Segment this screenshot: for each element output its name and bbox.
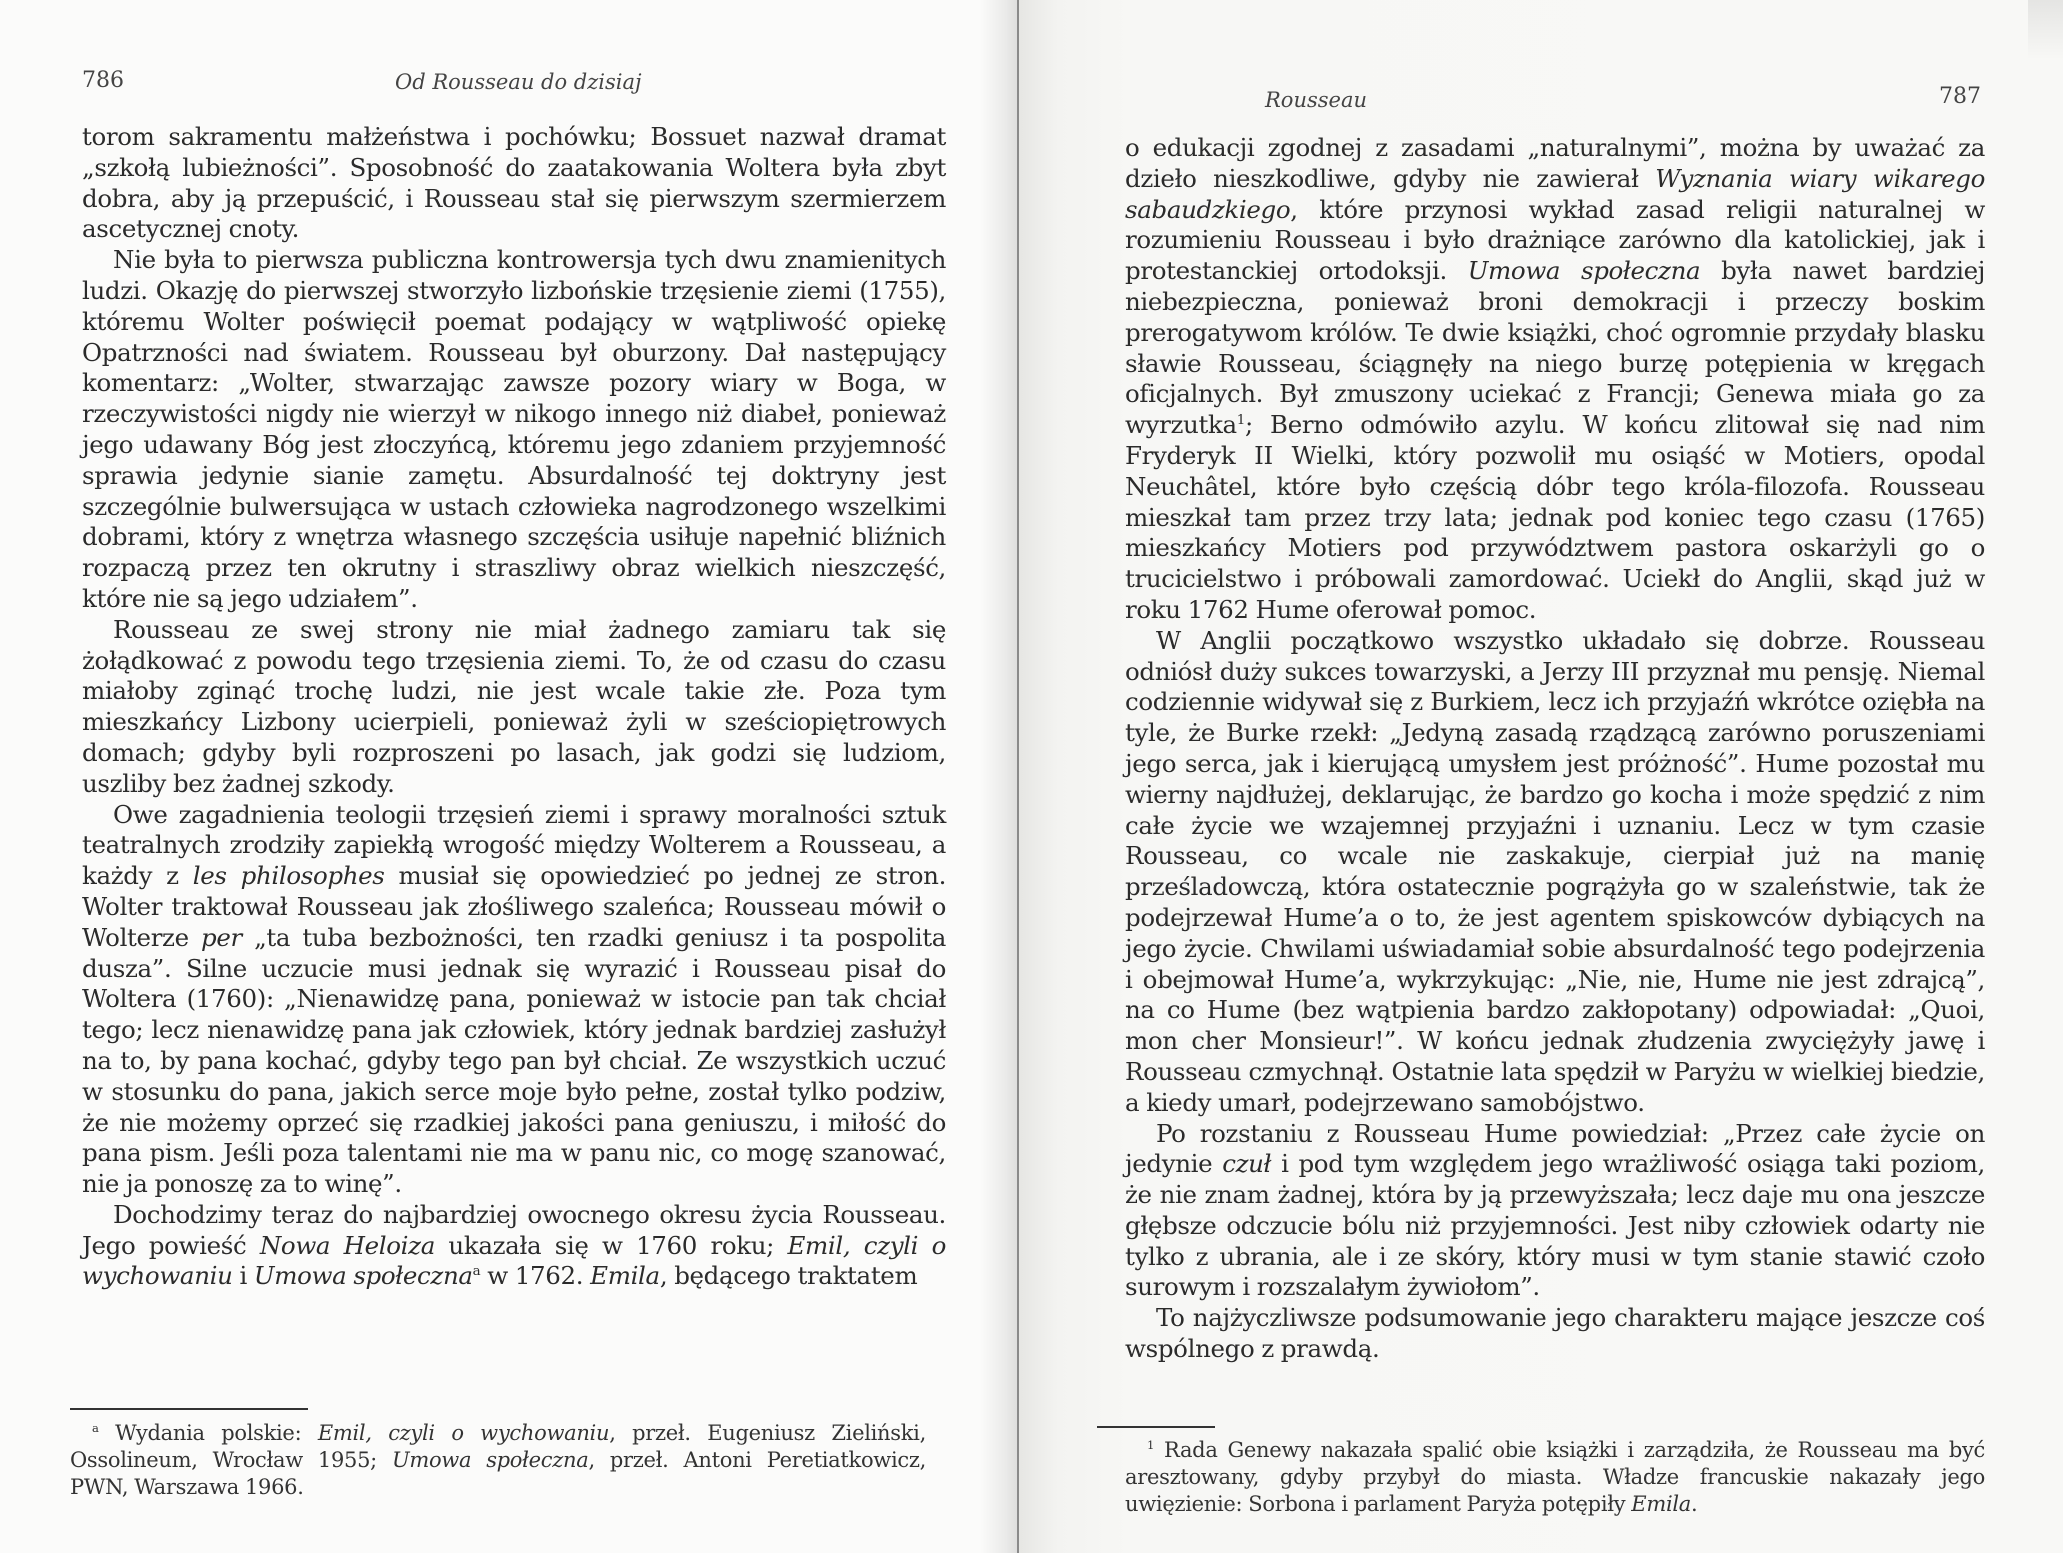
- right-footnotes: [1125, 1437, 1985, 1518]
- footnote: $^a$ Wydania polskie: Emil, czyli o wychowaniu, przeł. Eugeniusz Zieliński, Ossolineum, Wrocław 1955; Umowa społeczna, przeł. Antoni Peretiatkowicz, PWN, Warszawa 1966.: [70, 1421, 926, 1499]
- right-page: [1018, 0, 2063, 1553]
- left_page-paragraph: Nie była to pierwsza publiczna kontrowersja tych dwu znamienitych ludzi. Okazję do pierwszej stworzyło lizbońskie trzęsienie ziemi (1755), któremu Wolter poświęcił poemat podający w wątpliwość opiekę Opatrzności nad światem. Rousseau był oburzony. Dał następujący komentarz: „Wolter, stwarzając zawsze pozory wiary w Boga, w rzeczywistości nigdy nie wierzył w nikogo innego niż diabeł, ponieważ jego udawany Bóg jest złoczyńcą, któremu jego zdaniem przyjemność sprawia jedynie sianie zamętu. Absurdalność tej doktryny jest szczególnie bulwersująca w ustach człowieka nagrodzonego wszelkimi dobrami, który z wnętrza własnego szczęścia usiłuje napełnić bliźnich rozpaczą przez ten okrutny i straszliwy obraz wielkich nieszczęść, które nie są jego udziałem”.: [82, 245, 946, 613]
- footnote-rule-right: [1097, 1426, 1215, 1428]
- left-page: [0, 0, 1018, 1553]
- scan-shadow: [2028, 0, 2063, 60]
- right_page-paragraph: To najżyczliwsze podsumowanie jego charakteru mające jeszcze coś wspólnego z prawdą.: [1125, 1303, 1985, 1364]
- page-number-right: 787: [1939, 84, 1981, 109]
- footnote-rule-left: [70, 1408, 308, 1410]
- left-body-text: [82, 122, 946, 1292]
- right_page-paragraph: W Anglii początkowo wszystko układało się dobrze. Rousseau odniósł duży sukces towarzyski, a Jerzy III przyznał mu pensję. Niemal codziennie widywał się z Burkiem, lecz ich przyjaźń wkrótce oziębła na tyle, że Burke rzekł: „Jedyną zasadą rządzącą zarówno poruszeniami jego serca, jak i kierującą umysłem jest próżność”. Hume pozostał mu wierny najdłużej, deklarując, że bardzo go kocha i może spędzić z nim całe życie we wzajemnej przyjaźni i uznaniu. Lecz w tym czasie Rousseau, co wcale nie zaskakuje, cierpiał już na manię prześladowczą, która ostatecznie pogrążyła go w szaleństwie, tak że podejrzewał Hume’a o to, że jest agentem spiskowców dybiących na jego życie. Chwilami uświadamiał sobie absurdalność tego podejrzenia i obejmował Hume’a, wykrzykując: „Nie, nie, Hume nie jest zdrajcą”, na co Hume (bez wątpienia bardzo zakłopotany) odpowiadał: „Quoi, mon cher Monsieur!”. W końcu jednak złudzenia zwyciężyły jawę i Rousseau czmychnął. Ostatnie lata spędził w Paryżu w wielkiej biedzie, a kiedy umarł, podejrzewano samobójstwo.: [1125, 625, 1985, 1117]
- left-footnotes: [70, 1420, 926, 1501]
- right-body-text: [1125, 133, 1985, 1365]
- left_page-paragraph: Dochodzimy teraz do najbardziej owocnego okresu życia Rousseau. Jego powieść Nowa Heloiza ukazała się w 1760 roku; Emil, czyli o wychowaniu i Umowa społeczna$^a$ w 1762. Emila, będącego traktatem: [82, 1199, 946, 1291]
- right_page-paragraph: Po rozstaniu z Rousseau Hume powiedział: „Przez całe życie on jedynie czuł i pod tym względem jego wrażliwość osiąga taki poziom, że nie znam żadnej, która by ją przewyższała; lecz daje mu ona jeszcze głębsze odczucie bólu niż przyjemności. Jest niby człowiek odarty nie tylko z ubrania, ale i ze skóry, który musi w tym stanie stawić czoło surowym i rozszalałym żywiołom”.: [1125, 1118, 1985, 1302]
- running-head-right: Rousseau: [1265, 88, 1368, 112]
- running-head-left: Od Rousseau do dzisiaj: [395, 70, 642, 94]
- left_page-paragraph: Rousseau ze swej strony nie miał żadnego zamiaru tak się żołądkować z powodu tego trzęsienia ziemi. To, że od czasu do czasu miałoby zginąć trochę ludzi, nie jest wcale takie złe. Poza tym mieszkańcy Lizbony ucierpieli, ponieważ żyli w sześciopiętrowych domach; gdyby byli rozproszeni po lasach, jak godzi się ludziom, uszliby bez żadnej szkody.: [82, 614, 946, 798]
- right_page-paragraph: o edukacji zgodnej z zasadami „naturalnymi”, można by uważać za dzieło nieszkodliwe, gdyby nie zawierał Wyznania wiary wikarego sabaudzkiego, które przynosi wykład zasad religii naturalnej w rozumieniu Rousseau i było drażniące zarówno dla katolickiej, jak i protestanckiej ortodoksji. Umowa społeczna była nawet bardziej niebezpieczna, ponieważ broni demokracji i przeczy boskim prerogatywom królów. Te dwie książki, choć ogromnie przydały blasku sławie Rousseau, ściągnęły na niego burzę potępienia w kręgach oficjalnych. Był zmuszony uciekać z Francji; Genewa miała go za wyrzutka$^1$; Berno odmówiło azylu. W końcu zlitował się nad nim Fryderyk II Wielki, który pozwolił mu osiąść w Motiers, opodal Neuchâtel, które było częścią dóbr tego króla-filozofa. Rousseau mieszkał tam przez trzy lata; jednak pod koniec tego czasu (1765) mieszkańcy Motiers pod przywództwem pastora oskarżyli go o trucicielstwo i próbowali zamordować. Uciekł do Anglii, skąd już w roku 1762 Hume oferował pomoc.: [1125, 133, 1985, 624]
- left_page-paragraph: Owe zagadnienia teologii trzęsień ziemi i sprawy moralności sztuk teatralnych zrodziły zapiekłą wrogość między Wolterem a Rousseau, a każdy z les philosophes musiał się opowiedzieć po jednej ze stron. Wolter traktował Rousseau jak złośliwego szaleńca; Rousseau mówił o Wolterze per „ta tuba bezbożności, ten rzadki geniusz i ta pospolita dusza”. Silne uczucie musi jednak się wyrazić i Rousseau pisał do Woltera (1760): „Nienawidzę pana, ponieważ w istocie pan tak chciał tego; lecz nienawidzę pana jak człowiek, który jednak bardziej zasłużył na to, by pana kochać, gdyby tego pan był chciał. Ze wszystkich uczuć w stosunku do pana, jakich serce moje było pełne, został tylko podziw, że nie możemy oprzeć się rzadkiej jakości pana geniuszu, i miłość do pana pism. Jeśli poza talentami nie ma w panu nic, co mogę szanować, nie ja ponoszę za to winę”.: [82, 799, 947, 1199]
- left_page-paragraph: torom sakramentu małżeństwa i pochówku; Bossuet nazwał dramat „szkołą lubieżności”. Sposobność do zaatakowania Woltera była zbyt dobra, aby ją przepuścić, i Rousseau stał się pierwszym szermierzem ascetycznej cnoty.: [82, 122, 946, 244]
- page-number-left: 786: [82, 68, 124, 93]
- gutter-shadow: [980, 0, 1018, 1553]
- book-gutter: [1017, 0, 1019, 1553]
- footnote: $^1$ Rada Genewy nakazała spalić obie książki i zarządziła, że Rousseau ma być aresztowany, gdyby przybył do miasta. Władze francuskie nakazały jego uwięzienie: Sorbona i parlament Paryża potępiły Emila.: [1125, 1438, 1985, 1516]
